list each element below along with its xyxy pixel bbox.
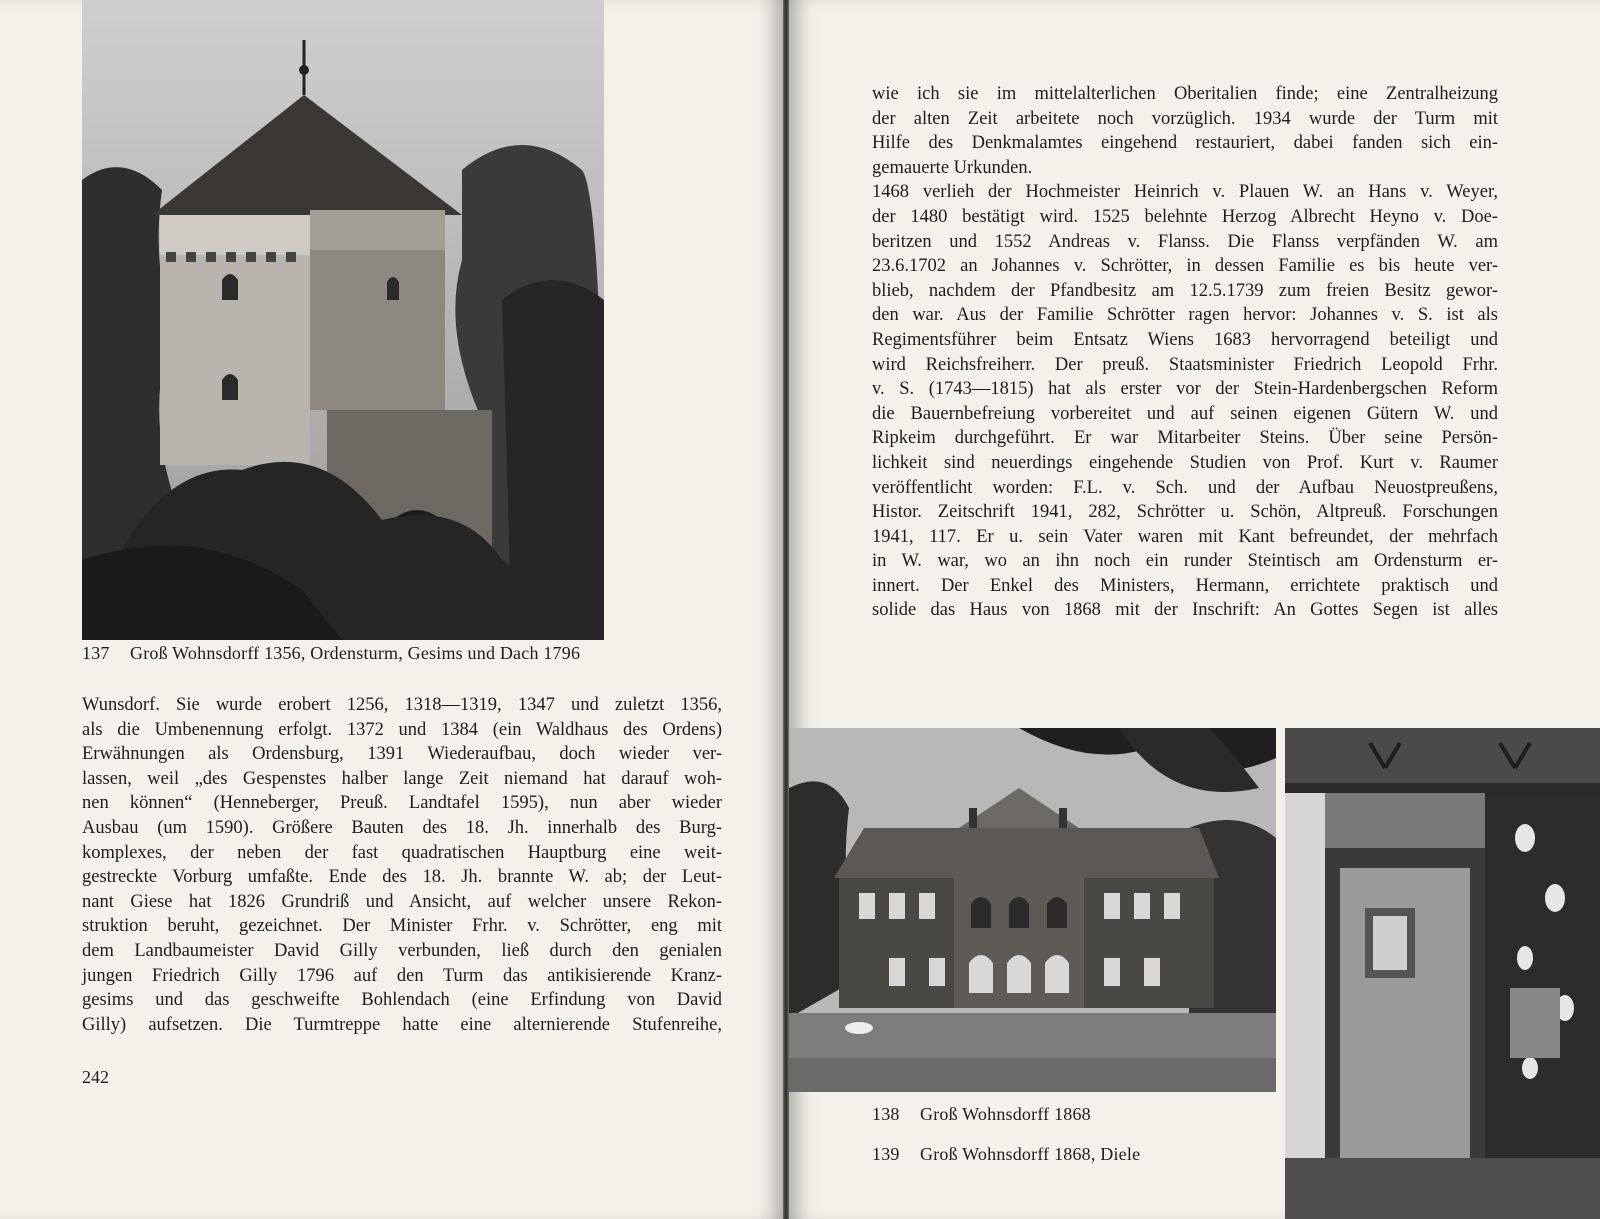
text-line: der 1480 bestätigt wird. 1525 belehnte Herzog Albrecht Heyno v. Doe- [872, 206, 1498, 227]
text-line: 1468 verlieh der Hochmeister Heinrich v. Plauen W. an Hans v. Weyer, [872, 182, 1498, 203]
figure-caption-text: Groß Wohnsdorff 1356, Ordensturm, Gesims und Dach 1796 [130, 643, 581, 663]
text-line: jungen Friedrich Gilly 1796 auf den Turm das antikisierende Kranz- [82, 965, 722, 986]
text-line: solide das Haus von 1868 mit der Inschrift: An Gottes Segen ist alles [872, 600, 1498, 621]
figure-139-caption [872, 1144, 1140, 1165]
figure-caption-text: Groß Wohnsdorff 1868 [920, 1104, 1091, 1124]
page-number: 242 [82, 1067, 109, 1087]
text-line: Erwähnungen als Ordensburg, 1391 Wiederaufbau, doch wieder ver- [82, 744, 722, 765]
interior-photo-image [1285, 728, 1600, 1219]
text-line: lichkeit sind neuerdings eingehende Studien von Prof. Kurt v. Raumer [872, 452, 1498, 473]
manor-house-photo-image [789, 728, 1276, 1092]
text-line: nen können“ (Henneberger, Preuß. Landtafel 1595), nun aber wieder [82, 793, 722, 814]
text-line: Gilly) aufsetzen. Die Turmtreppe hatte eine alternierende Stufenreihe, [82, 1014, 722, 1035]
text-line: blieb, nachdem der Pfandbesitz am 12.5.1739 zum freien Besitz gewor- [872, 280, 1498, 301]
text-line: komplexes, der neben der fast quadratischen Hauptburg eine weit- [82, 842, 722, 863]
photo-manor-house [789, 728, 1276, 1092]
right-body-text [872, 82, 1498, 623]
right-page [789, 0, 1600, 1219]
text-line: 1941, 117. Er u. sein Vater waren mit Kant befreundet, der mehrfach [872, 526, 1498, 547]
figure-number: 137 [82, 643, 110, 663]
text-line: gemauerte Urkunden. [872, 157, 1033, 178]
text-line: gesims und das geschweifte Bohlendach (eine Erfindung von David [82, 990, 722, 1011]
text-line: gestreckte Vorburg umfaßte. Ende des 18. Jh. brannte W. ab; der Leut- [82, 867, 722, 888]
text-line: Histor. Zeitschrift 1941, 282, Schrötter u. Schön, Altpreuß. Forschungen [872, 502, 1498, 523]
left-page [0, 0, 783, 1219]
text-line: innert. Der Enkel des Ministers, Hermann, errichtete praktisch und [872, 575, 1498, 596]
text-line: als die Umbenennung erfolgt. 1372 und 1384 (ein Waldhaus des Ordens) [82, 719, 722, 740]
figure-138-caption [872, 1104, 1091, 1125]
text-line: Ripkeim durchgeführt. Er war Mitarbeiter Steins. Über seine Persön- [872, 428, 1498, 449]
text-line: in W. war, wo an ihn noch ein runder Steintisch am Ordensturm er- [872, 551, 1498, 572]
text-line: der alten Zeit arbeitete noch vorzüglich. 1934 wurde der Turm mit [872, 108, 1498, 129]
text-line: den war. Aus der Familie Schrötter ragen hervor: Johannes v. S. ist als [872, 305, 1498, 326]
tower-photo-image [82, 0, 604, 640]
text-line: wird Reichsfreiherr. Der preuß. Staatsminister Friedrich Leopold Frhr. [872, 354, 1498, 375]
text-line: nant Giese hat 1826 Grundriß und Ansicht, auf welcher unsere Rekon- [82, 891, 722, 912]
text-line: beritzen und 1552 Andreas v. Flanss. Die Flanss verpfänden W. am [872, 231, 1498, 252]
text-line: struktion beruht, gezeichnet. Der Minister Frhr. v. Schrötter, eng mit [82, 916, 722, 937]
text-line: Regimentsführer beim Entsatz Wiens 1683 hervorragend beteiligt und [872, 329, 1498, 350]
text-line: Hilfe des Denkmalamtes eingehend restauriert, dabei fanden sich ein- [872, 133, 1498, 154]
photo-interior-diele [1285, 728, 1600, 1219]
text-line: wie ich sie im mittelalterlichen Oberitalien finde; eine Zentralheizung [872, 84, 1498, 104]
text-line: dem Landbaumeister David Gilly verbunden, ließ durch den genialen [82, 940, 722, 961]
text-line: Wunsdorf. Sie wurde erobert 1256, 1318—1319, 1347 und zuletzt 1356, [82, 695, 722, 715]
text-line: veröffentlicht worden: F.L. v. Sch. und der Aufbau Neuostpreußens, [872, 477, 1498, 498]
text-line: 23.6.1702 an Johannes v. Schrötter, in dessen Familie es bis heute ver- [872, 256, 1498, 277]
text-line: v. S. (1743—1815) hat als erster vor der Stein-Hardenbergschen Reform [872, 379, 1498, 400]
figure-number: 138 [872, 1104, 900, 1124]
photo-ordensturm [82, 0, 604, 640]
figure-caption-text: Groß Wohnsdorff 1868, Diele [920, 1144, 1141, 1164]
text-line: die Bauernbefreiung vorbereitet und auf seinen eigenen Gütern W. und [872, 403, 1498, 424]
figure-137-caption [82, 643, 580, 664]
left-body-text [82, 693, 722, 1037]
figure-number: 139 [872, 1144, 900, 1164]
text-line: lassen, weil „des Gespenstes halber lange Zeit niemand hat darauf woh- [82, 768, 722, 789]
text-line: Ausbau (um 1590). Größere Bauten des 18. Jh. innerhalb des Burg- [82, 817, 722, 838]
